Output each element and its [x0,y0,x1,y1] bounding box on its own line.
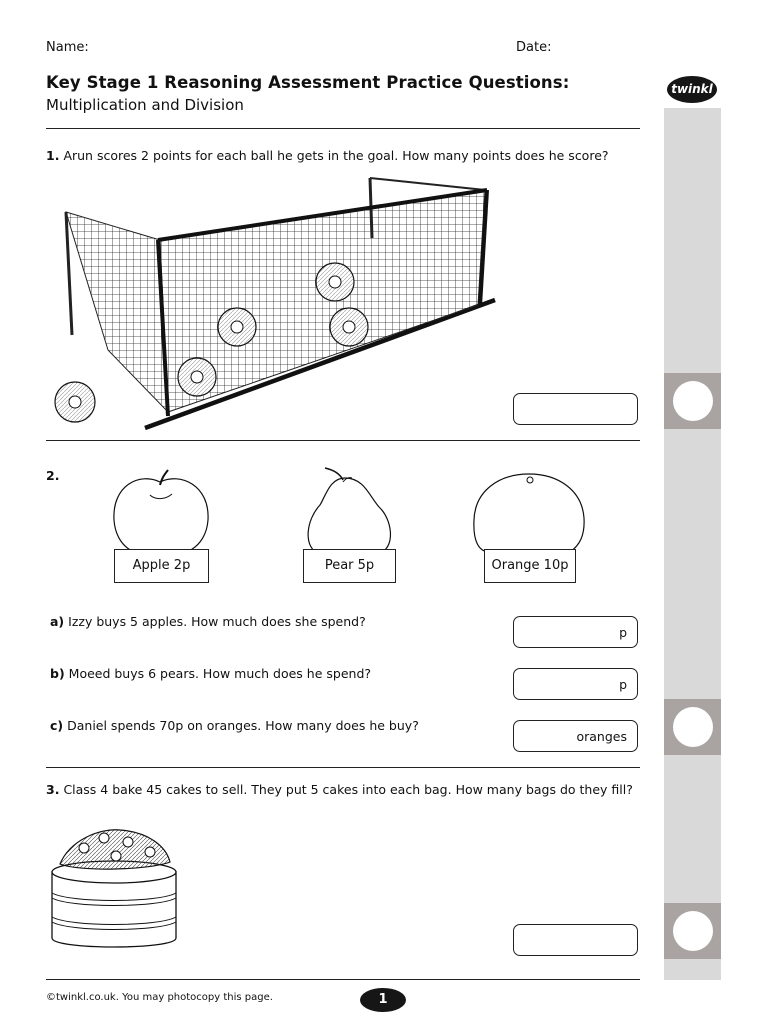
question-1-text: Arun scores 2 points for each ball he gets in the goal. How many points does he score? [63,148,609,163]
question-2c [50,718,419,733]
question-3-number: 3. [46,782,60,797]
question-2c-text: Daniel spends 70p on oranges. How many does he buy? [67,718,419,733]
pear-illustration [308,468,390,552]
question-2b [50,666,371,681]
question-2c-letter: c) [50,718,64,733]
page-title: Key Stage 1 Reasoning Assessment Practice Questions: [46,73,570,92]
question-2a-letter: a) [50,614,65,629]
q2b-answer-box[interactable] [513,668,638,700]
q2c-answer-box[interactable] [513,720,638,752]
page-number: 1 [360,988,406,1012]
pear-price-label: Pear 5p [303,549,396,583]
q2c-unit: oranges [576,729,627,744]
question-3 [46,782,633,797]
orange-price-label: Orange 10p [484,549,576,583]
q3-answer-box[interactable] [513,924,638,956]
question-2-number: 2. [46,468,60,483]
question-2b-text: Moeed buys 6 pears. How much does he spend? [68,666,372,681]
name-label: Name: [46,40,89,55]
question-2a-text: Izzy buys 5 apples. How much does she spend? [68,614,366,629]
football-5 [55,382,95,422]
date-label: Date: [516,40,552,55]
q2-divider [46,767,640,768]
page-subtitle: Multiplication and Division [46,96,244,114]
q1-divider [46,440,640,441]
copyright-text: ©twinkl.co.uk. You may photocopy this page. [46,992,273,1003]
football-1 [316,263,354,301]
question-2a [50,614,366,629]
question-1-number: 1. [46,148,60,163]
football-2 [218,308,256,346]
apple-illustration [114,470,208,554]
football-3 [330,308,368,346]
goal-side-net [66,212,168,412]
question-2b-letter: b) [50,666,65,681]
apple-price-label: Apple 2p [114,549,209,583]
q2a-answer-box[interactable] [513,616,638,648]
footer-divider [46,979,640,980]
orange-illustration [474,474,584,552]
question-3-text: Class 4 bake 45 cakes to sell. They put 5 cakes into each bag. How many bags do they fill? [63,782,633,797]
q1-answer-box[interactable] [513,393,638,425]
q2b-unit: p [619,677,627,692]
q2a-unit: p [619,625,627,640]
twinkl-logo: twinkl [667,76,717,103]
cake-illustration [52,830,176,947]
football-4 [178,358,216,396]
